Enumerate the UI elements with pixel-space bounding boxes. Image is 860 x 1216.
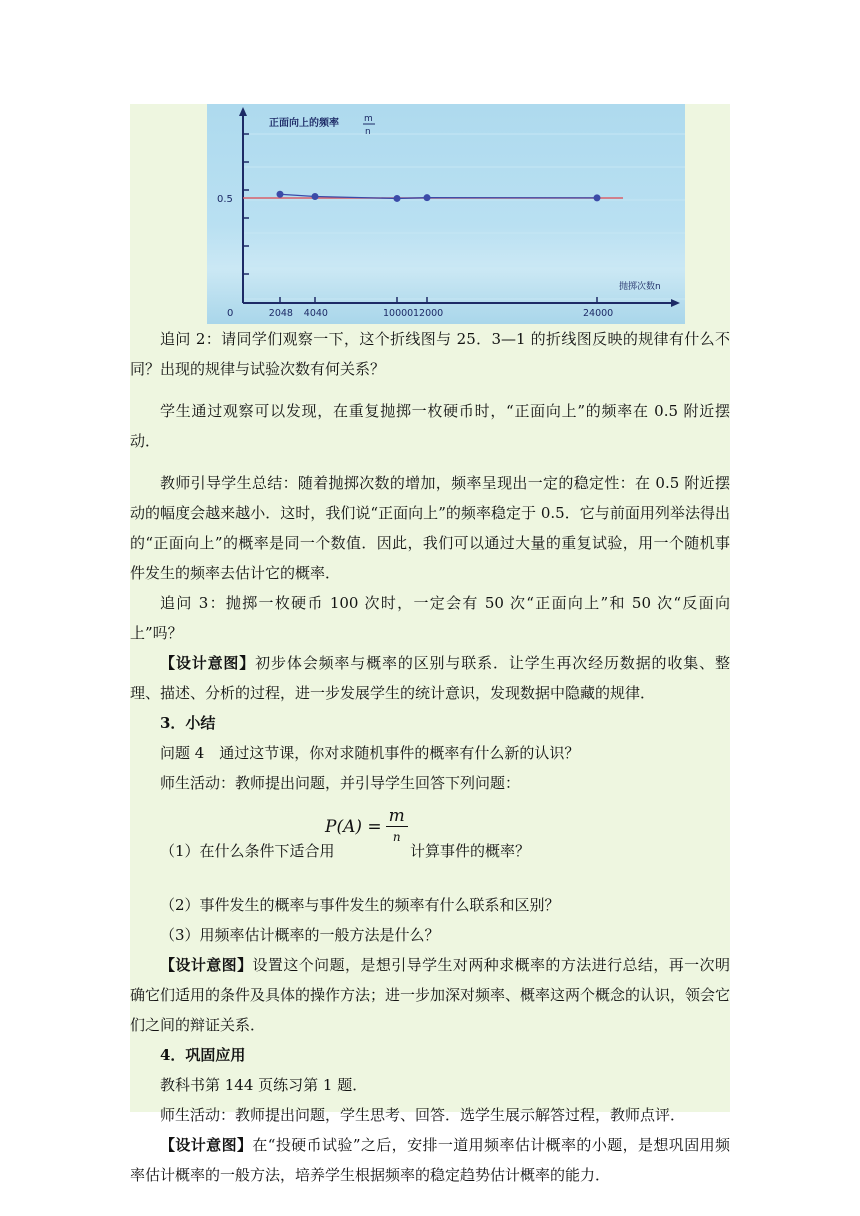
design-intent-1 — [130, 648, 730, 708]
frequency-chart — [207, 104, 685, 324]
chart-svg — [207, 104, 685, 324]
section-heading-application: 4．巩固应用 — [160, 1046, 246, 1064]
design-intent-text: 在“投硬币试验”之后，安排一道用频率估计概率的小题，是想巩固用频率估计概率的一般方法，培养学生根据频率的稳定趋势估计概率的能力． — [130, 1136, 730, 1184]
x-axis-arrow — [671, 299, 680, 307]
y-axis-label: 正面向上的频率 — [269, 118, 339, 129]
summary-paragraph: 教师引导学生总结：随着抛掷次数的增加，频率呈现出一定的稳定性：在 0.5 附近摆动的幅度会越来越小．这时，我们说“正面向上”的频率稳定于 0.5．它与前面用列举法得出的“正面向上”的概率是同一个数值．因此，我们可以通过大量的重复试验，用一个随机事件发生的频率去估计它的概率． — [130, 474, 730, 582]
y-axis-label-denominator: n — [365, 127, 371, 137]
teacher-activity-1: 师生活动：教师提出问题，并引导学生回答下列问题： — [160, 774, 521, 792]
origin-label: 0 — [227, 308, 234, 319]
design-intent-label: 【设计意图】 — [160, 1136, 253, 1154]
y-tick-label: 0.5 — [217, 194, 233, 205]
x-tick-label: 2048 — [268, 308, 293, 319]
problem-4: 问题 4 通过这节课，你对求随机事件的概率有什么新的认识？ — [160, 744, 580, 762]
design-intent-text: 设置这个问题，是想引导学生对两种求概率的方法进行总结，再一次明确它们适用的条件及具体的操作方法；进一步加深对频率、概率这两个概念的认识，领会它们之间的辩证关系． — [130, 956, 731, 1034]
document-body — [130, 324, 730, 1190]
follow-up-question-3: 追问 3：抛掷一枚硬币 100 次时，一定会有 50 次“正面向上”和 50 次“反面向上”吗？ — [130, 594, 730, 642]
x-tick-label: 12000 — [413, 308, 444, 319]
data-point — [424, 194, 431, 201]
design-intent-2 — [130, 950, 730, 1040]
question-2: （2）事件发生的概率与事件发生的频率有什么联系和区别？ — [160, 896, 560, 914]
y-axis-label-numerator: m — [364, 114, 373, 124]
x-axis-label: 抛掷次数n — [619, 282, 661, 292]
textbook-exercise: 教科书第 144 页练习第 1 题． — [160, 1076, 368, 1094]
x-tick-label: 10000 — [383, 308, 414, 319]
y-axis-arrow — [239, 107, 247, 116]
follow-up-question-2: 追问 2：请同学们观察一下，这个折线图与 25．3—1 的折线图反映的规律有什么不同？出现的规律与试验次数有何关系？ — [130, 330, 730, 378]
data-point — [394, 195, 401, 202]
formula-fraction — [386, 806, 408, 847]
data-point — [312, 193, 319, 200]
formula-denominator: n — [392, 830, 401, 844]
question-3: （3）用频率估计概率的一般方法是什么？ — [160, 926, 440, 944]
x-tick-label: 4040 — [303, 308, 328, 319]
observation-paragraph: 学生通过观察可以发现，在重复抛掷一枚硬币时，“正面向上”的频率在 0.5 附近摆动． — [130, 402, 730, 450]
data-point — [277, 191, 284, 198]
question-1-prefix: （1）在什么条件下适合用 — [160, 842, 335, 860]
question-1-row — [130, 798, 730, 878]
formula-numerator: m — [386, 806, 408, 827]
formula-lhs: P(A) = — [325, 816, 382, 837]
design-intent-label: 【设计意图】 — [160, 956, 253, 974]
teacher-activity-2: 师生活动：教师提出问题，学生思考、回答．选学生展示解答过程，教师点评． — [160, 1106, 686, 1124]
probability-formula — [325, 806, 408, 847]
x-tick-label: 24000 — [583, 308, 614, 319]
section-heading-summary: 3．小结 — [160, 714, 216, 732]
design-intent-3 — [130, 1130, 730, 1190]
design-intent-label: 【设计意图】 — [160, 654, 256, 672]
question-1-suffix: 计算事件的概率？ — [410, 842, 531, 860]
design-intent-text: 初步体会频率与概率的区别与联系．让学生再次经历数据的收集、整理、描述、分析的过程，进一步发展学生的统计意识，发现数据中隐藏的规律． — [130, 654, 730, 702]
data-point — [594, 194, 601, 201]
